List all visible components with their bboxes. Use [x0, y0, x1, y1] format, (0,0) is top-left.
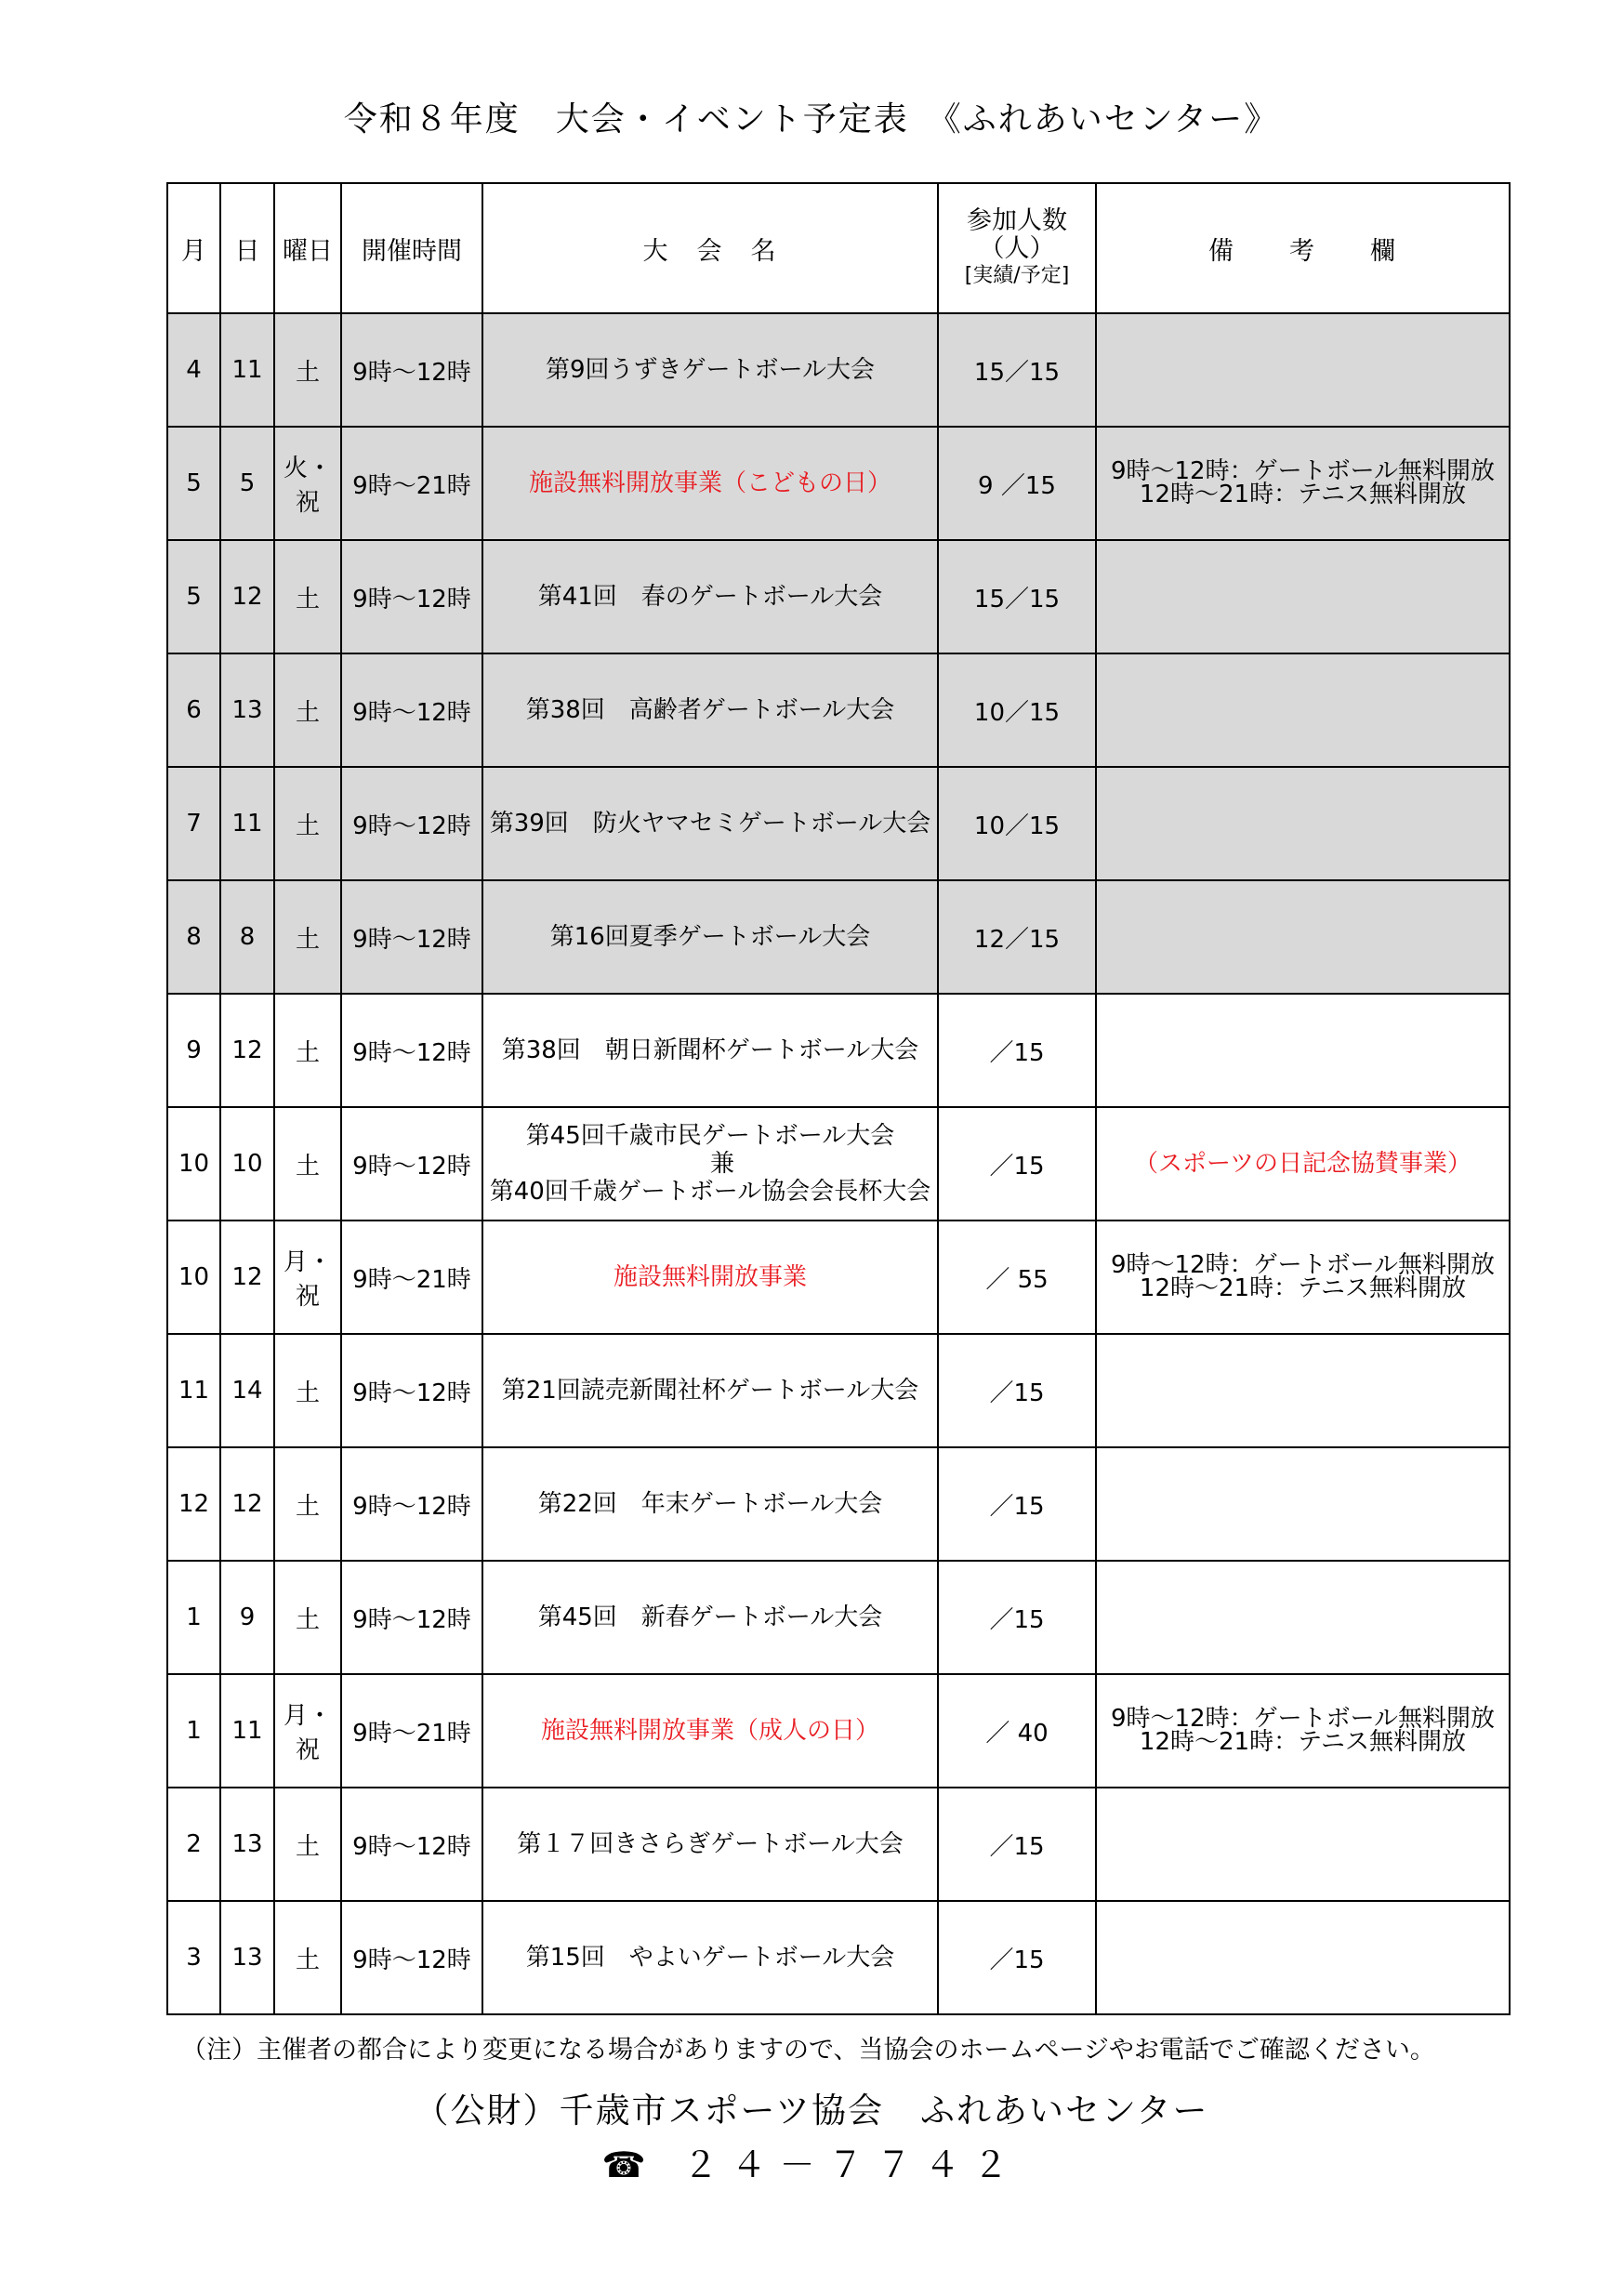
cell-participants: 10／15: [938, 767, 1096, 880]
table-row: [167, 1334, 1510, 1447]
table-row: [167, 767, 1510, 880]
cell-day: 10: [220, 1107, 274, 1221]
table-row: [167, 1901, 1510, 2014]
cell-participants: 15／15: [938, 540, 1096, 653]
cell-weekday: 火・祝: [274, 427, 341, 540]
table-row: [167, 1561, 1510, 1674]
cell-month: 7: [167, 767, 220, 880]
header-participants: [938, 183, 1096, 313]
header-participants-label: 参加人数: [967, 206, 1067, 235]
cell-month: 11: [167, 1334, 220, 1447]
header-weekday: 曜日: [274, 183, 341, 313]
cell-month: 1: [167, 1674, 220, 1788]
cell-weekday: 土: [274, 1561, 341, 1674]
cell-participants: ／15: [938, 1788, 1096, 1901]
cell-remarks: [1096, 1788, 1510, 1901]
cell-weekday: 土: [274, 653, 341, 767]
cell-participants: 10／15: [938, 653, 1096, 767]
cell-day: 12: [220, 1221, 274, 1334]
cell-event-name: 第9回うずきゲートボール大会: [482, 313, 938, 427]
table-row: [167, 880, 1510, 994]
cell-weekday: 土: [274, 1901, 341, 2014]
cell-event-name: 第21回読売新聞社杯ゲートボール大会: [482, 1334, 938, 1447]
page-title: 令和８年度 大会・イベント予定表 《ふれあいセンター》: [343, 100, 1280, 139]
cell-event-name: 第38回 朝日新聞杯ゲートボール大会: [482, 994, 938, 1107]
table-row: [167, 540, 1510, 653]
cell-event-name: 第41回 春のゲートボール大会: [482, 540, 938, 653]
cell-time: 9時～12時: [341, 767, 482, 880]
cell-weekday: 土: [274, 1334, 341, 1447]
cell-day: 12: [220, 994, 274, 1107]
cell-month: 9: [167, 994, 220, 1107]
cell-participants: 12／15: [938, 880, 1096, 994]
cell-weekday: 月・祝: [274, 1674, 341, 1788]
cell-remarks: （スポーツの日記念協賛事業）: [1096, 1107, 1510, 1221]
cell-time: 9時～12時: [341, 1447, 482, 1561]
cell-month: 12: [167, 1447, 220, 1561]
cell-participants: ／15: [938, 1107, 1096, 1221]
cell-day: 11: [220, 1674, 274, 1788]
cell-remarks: [1096, 1334, 1510, 1447]
cell-day: 5: [220, 427, 274, 540]
table-row: [167, 313, 1510, 427]
cell-time: 9時～12時: [341, 653, 482, 767]
cell-month: 5: [167, 427, 220, 540]
phone-icon: ☎: [601, 2144, 646, 2185]
cell-weekday: 土: [274, 1788, 341, 1901]
cell-participants: ／15: [938, 994, 1096, 1107]
header-participants-note: [実績/予定]: [964, 264, 1070, 287]
cell-remarks: [1096, 767, 1510, 880]
cell-weekday: 土: [274, 880, 341, 994]
table-row: [167, 427, 1510, 540]
cell-participants: ／15: [938, 1561, 1096, 1674]
cell-time: 9時～21時: [341, 427, 482, 540]
cell-remarks: [1096, 540, 1510, 653]
cell-event-name: 第16回夏季ゲートボール大会: [482, 880, 938, 994]
header-participants-unit: （人）: [979, 234, 1055, 263]
cell-remarks: [1096, 994, 1510, 1107]
cell-remarks: 9時～12時：ゲートボール無料開放 12時～21時：テニス無料開放: [1096, 1674, 1510, 1788]
cell-day: 12: [220, 1447, 274, 1561]
cell-month: 8: [167, 880, 220, 994]
cell-participants: ／ 40: [938, 1674, 1096, 1788]
table-row: [167, 1107, 1510, 1221]
phone-number: ２４－７７４２: [682, 2144, 1022, 2185]
schedule-table: [166, 182, 1511, 2015]
cell-remarks: [1096, 1901, 1510, 2014]
table-row: [167, 994, 1510, 1107]
phone-line: [0, 2136, 1623, 2187]
cell-month: 3: [167, 1901, 220, 2014]
cell-month: 1: [167, 1561, 220, 1674]
cell-event-name: 施設無料開放事業: [482, 1221, 938, 1334]
cell-time: 9時～12時: [341, 1561, 482, 1674]
cell-event-name: 第15回 やよいゲートボール大会: [482, 1901, 938, 2014]
cell-weekday: 土: [274, 994, 341, 1107]
cell-weekday: 土: [274, 767, 341, 880]
table-row: [167, 1221, 1510, 1334]
cell-month: 4: [167, 313, 220, 427]
cell-day: 14: [220, 1334, 274, 1447]
cell-event-name: 施設無料開放事業（こどもの日）: [482, 427, 938, 540]
table-row: [167, 1674, 1510, 1788]
cell-participants: ／15: [938, 1447, 1096, 1561]
cell-month: 10: [167, 1221, 220, 1334]
cell-time: 9時～12時: [341, 313, 482, 427]
table-header-row: [167, 183, 1510, 313]
cell-day: 12: [220, 540, 274, 653]
cell-time: 9時～21時: [341, 1221, 482, 1334]
cell-event-name: 第45回 新春ゲートボール大会: [482, 1561, 938, 1674]
cell-remarks: [1096, 1561, 1510, 1674]
cell-participants: ／15: [938, 1334, 1096, 1447]
cell-day: 9: [220, 1561, 274, 1674]
cell-day: 11: [220, 313, 274, 427]
cell-month: 2: [167, 1788, 220, 1901]
cell-event-name: 第45回千歳市民ゲートボール大会 兼 第40回千歳ゲートボール協会会長杯大会: [482, 1107, 938, 1221]
organization-name: （公財）千歳市スポーツ協会 ふれあいセンター: [414, 2091, 1209, 2131]
cell-time: 9時～12時: [341, 994, 482, 1107]
cell-day: 11: [220, 767, 274, 880]
cell-month: 10: [167, 1107, 220, 1221]
cell-remarks: [1096, 1447, 1510, 1561]
cell-event-name: 第39回 防火ヤマセミゲートボール大会: [482, 767, 938, 880]
cell-remarks: 9時～12時：ゲートボール無料開放 12時～21時：テニス無料開放: [1096, 1221, 1510, 1334]
table-row: [167, 1447, 1510, 1561]
cell-remarks: [1096, 313, 1510, 427]
cell-participants: 15／15: [938, 313, 1096, 427]
header-remarks: 備 考 欄: [1096, 183, 1510, 313]
cell-time: 9時～12時: [341, 1334, 482, 1447]
cell-remarks: [1096, 880, 1510, 994]
cell-event-name: 第38回 高齢者ゲートボール大会: [482, 653, 938, 767]
cell-weekday: 土: [274, 1107, 341, 1221]
table-row: [167, 653, 1510, 767]
header-month: 月: [167, 183, 220, 313]
cell-day: 13: [220, 1901, 274, 2014]
cell-weekday: 土: [274, 313, 341, 427]
header-day: 日: [220, 183, 274, 313]
footnote: （注）主催者の都合により変更になる場合がありますので、当協会のホームページやお電話でご確認ください。: [181, 2036, 1435, 2065]
cell-day: 13: [220, 653, 274, 767]
cell-weekday: 月・祝: [274, 1221, 341, 1334]
header-event-name: 大 会 名: [482, 183, 938, 313]
cell-time: 9時～12時: [341, 1901, 482, 2014]
cell-month: 6: [167, 653, 220, 767]
cell-weekday: 土: [274, 1447, 341, 1561]
cell-day: 8: [220, 880, 274, 994]
cell-event-name: 施設無料開放事業（成人の日）: [482, 1674, 938, 1788]
cell-remarks: [1096, 653, 1510, 767]
cell-weekday: 土: [274, 540, 341, 653]
cell-remarks: 9時～12時：ゲートボール無料開放 12時～21時：テニス無料開放: [1096, 427, 1510, 540]
header-time: 開催時間: [341, 183, 482, 313]
cell-participants: ／15: [938, 1901, 1096, 2014]
cell-participants: 9 ／15: [938, 427, 1096, 540]
cell-time: 9時～12時: [341, 1107, 482, 1221]
cell-time: 9時～12時: [341, 1788, 482, 1901]
cell-event-name: 第１７回きさらぎゲートボール大会: [482, 1788, 938, 1901]
cell-time: 9時～21時: [341, 1674, 482, 1788]
cell-day: 13: [220, 1788, 274, 1901]
cell-month: 5: [167, 540, 220, 653]
cell-participants: ／ 55: [938, 1221, 1096, 1334]
cell-time: 9時～12時: [341, 880, 482, 994]
cell-event-name: 第22回 年末ゲートボール大会: [482, 1447, 938, 1561]
table-row: [167, 1788, 1510, 1901]
cell-time: 9時～12時: [341, 540, 482, 653]
